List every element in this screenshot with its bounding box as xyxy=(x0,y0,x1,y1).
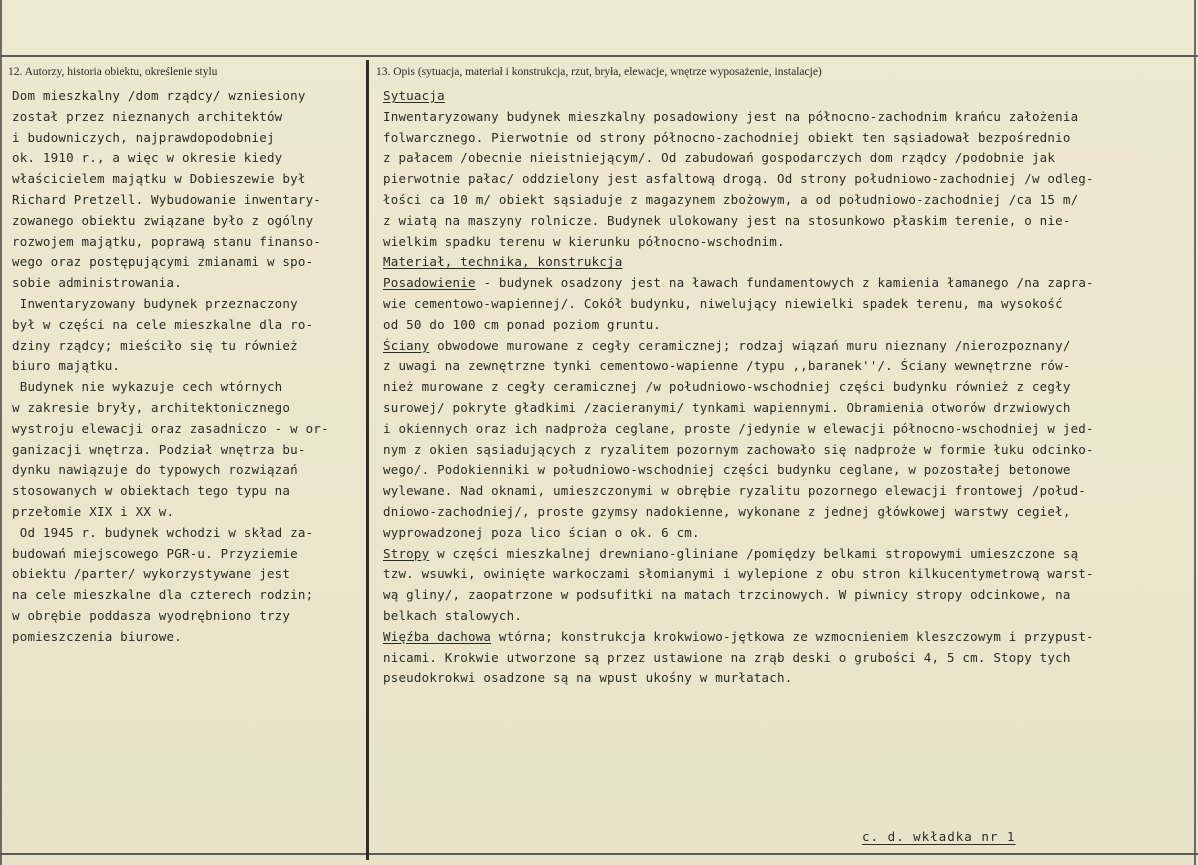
line-text: wyprowadzonej poza lico ścian o ok. 6 cm. xyxy=(383,524,700,540)
column-divider xyxy=(366,60,369,860)
header-divider xyxy=(0,55,1198,57)
description-text-line xyxy=(383,128,1094,149)
line-text: obwodowe murowane z cegły ceramicznej; rodzaj wiązań muru nieznany /nierozpoznany/ xyxy=(429,337,1071,353)
section-heading xyxy=(383,252,1094,273)
description-text-line xyxy=(383,523,1094,544)
description-text-line xyxy=(383,627,1094,648)
line-text: - budynek osadzony jest na ławach fundamentowych z kamienia łamanego /na zapra- xyxy=(475,275,1094,291)
history-text-line: ok. 1910 r., a więc w okresie kiedy xyxy=(12,150,283,166)
section-heading xyxy=(383,86,1094,107)
description-text-line xyxy=(383,377,1094,398)
description-text-line xyxy=(383,460,1094,481)
line-text: nicami. Krokwie utworzone są przez ustawione na zrąb deski o grubości 4, 5 cm. Stopy tych xyxy=(383,649,1071,665)
history-text-line: został przez nieznanych architektów xyxy=(12,108,283,124)
history-text-line: rozwojem majątku, poprawą stanu finanso- xyxy=(12,233,322,249)
history-text-line: przełomie XIX i XX w. xyxy=(12,503,175,519)
history-text-line: wystroju elewacji oraz zasadniczo - w or- xyxy=(12,420,329,436)
left-border xyxy=(0,0,2,865)
history-text-line: obiektu /parter/ wykorzystywane jest xyxy=(12,566,291,582)
history-text-line: pomieszczenia biurowe. xyxy=(12,628,182,644)
description-text-line xyxy=(383,606,1094,627)
line-text: wą gliny/, zaopatrzone w podsufitki na matach trzcinowych. W piwnicy stropy odcinkowe, na xyxy=(383,587,1071,603)
description-text-line xyxy=(383,419,1094,440)
history-text-line: wego oraz postępującymi zmianami w spo- xyxy=(12,254,314,270)
line-text: z wiatą na maszyny rolnicze. Budynek ulokowany jest na stosunkowo płaskim terenie, o nie- xyxy=(383,212,1071,228)
bottom-divider xyxy=(0,853,1198,855)
description-text-line xyxy=(383,481,1094,502)
line-text: dniowo-zachodniej/, proste gzymsy nadokienne, wykonane z jednej główkowej warstwy cegieł, xyxy=(383,503,1071,519)
history-text-line: biuro majątku. xyxy=(12,358,121,374)
line-text: wtórna; konstrukcja krokwiowo-jętkowa ze wzmocnieniem kleszczowym i przypust- xyxy=(491,628,1094,644)
description-text-line xyxy=(383,440,1094,461)
underlined-heading: Posadowienie xyxy=(383,275,476,291)
history-text-line: dziny rządcy; mieściło się tu również xyxy=(12,337,298,353)
underlined-heading: Ściany xyxy=(383,337,430,353)
description-text-line xyxy=(383,232,1094,253)
description-text-line xyxy=(383,315,1094,336)
history-text-line: właścicielem majątku w Dobieszewie był xyxy=(12,171,306,187)
line-text: wie cementowo-wapiennej/. Cokół budynku, niwelujący niewielki spadek terenu, ma wysokość xyxy=(383,295,1063,311)
history-text-line: i budowniczych, najprawdopodobniej xyxy=(12,129,275,145)
description-text-line xyxy=(383,169,1094,190)
history-text-line: ganizacji wnętrza. Podział wnętrza bu- xyxy=(12,441,306,457)
right-border xyxy=(1194,0,1196,865)
description-text-line xyxy=(383,190,1094,211)
description-text-line xyxy=(383,107,1094,128)
section-13-header: 13. Opis (sytuacja, materiał i konstrukcja, rzut, bryła, elewacje, wnętrze wyposażenie, instalacje) xyxy=(376,66,822,78)
line-text: z pałacem /obecnie nieistniejącym/. Od zabudowań gospodarczych dom rządcy /podobnie jak xyxy=(383,150,1056,166)
description-text-line xyxy=(383,273,1094,294)
line-text: w części mieszkalnej drewniano-gliniane /pomiędzy belkami stropowymi umieszczone są xyxy=(429,545,1079,561)
line-text: i okiennych oraz ich nadproża ceglane, proste /jedynie w elewacji północno-wschodniej w jed- xyxy=(383,420,1094,436)
line-text: folwarcznego. Pierwotnie od strony północno-zachodniej obiekt ten sąsiadował bezpośrednio xyxy=(383,129,1071,145)
history-text-line: stosowanych w obiektach tego typu na xyxy=(12,483,291,499)
line-text: wielkim spadku terenu w kierunku północno-wschodnim. xyxy=(383,233,785,249)
history-text-line: Dom mieszkalny /dom rządcy/ wzniesiony xyxy=(12,88,306,103)
description-text-line xyxy=(383,148,1094,169)
continuation-note: c. d. wkładka nr 1 xyxy=(862,829,1016,844)
underlined-heading: Stropy xyxy=(383,545,430,561)
description-text-line xyxy=(383,648,1094,669)
history-text-line: Od 1945 r. budynek wchodzi w skład za- xyxy=(12,524,314,540)
description-text-line xyxy=(383,398,1094,419)
description-text-line xyxy=(383,564,1094,585)
line-text: pseudokrokwi osadzone są na wpust ukośny w murłatach. xyxy=(383,670,793,686)
line-text: wego/. Podokienniki w południowo-wschodniej części budynku ceglane, w pozostałej betonowe xyxy=(383,462,1071,478)
description-text-line xyxy=(383,502,1094,523)
line-text: belkach stalowych. xyxy=(383,607,523,623)
history-text-line: zowanego obiektu związane było z ogólny xyxy=(12,212,314,228)
description-text-line xyxy=(383,294,1094,315)
line-text: łości ca 10 m/ obiekt sąsiaduje z magazynem zbożowym, a od południowo-zachodniej /ca 15 m/ xyxy=(383,191,1079,207)
history-column xyxy=(12,86,329,648)
line-text: nym z okien sąsiadujących z ryzalitem pozornym zachowało się nadproże w formie łuku odcinko- xyxy=(383,441,1094,457)
history-text-line: na cele mieszkalne dla czterech rodzin; xyxy=(12,587,314,603)
description-text-line xyxy=(383,668,1094,689)
description-text-line xyxy=(383,544,1094,565)
description-column xyxy=(383,86,1094,689)
history-text-line: sobie administrowania. xyxy=(12,275,182,291)
underlined-heading: Materiał, technika, konstrukcja xyxy=(383,254,623,270)
description-text-line xyxy=(383,211,1094,232)
section-12-header: 12. Autorzy, historia obiektu, określenie stylu xyxy=(8,66,218,78)
line-text: wylewane. Nad oknami, umieszczonymi w obrębie ryzalitu pozornego elewacji frontowej /połud- xyxy=(383,483,1087,499)
description-text-line xyxy=(383,585,1094,606)
history-text-line: Inwentaryzowany budynek przeznaczony xyxy=(12,295,298,311)
underlined-heading: Więźba dachowa xyxy=(383,628,492,644)
line-text: od 50 do 100 cm ponad poziom gruntu. xyxy=(383,316,662,332)
line-text: tzw. wsuwki, owinięte warkoczami słomianymi i wylepione z obu stron kilkucentymetrową warst- xyxy=(383,566,1094,582)
history-text-line: w zakresie bryły, architektonicznego xyxy=(12,399,291,415)
line-text: z uwagi na zewnętrzne tynki cementowo-wapienne /typu ,,baranek''/. Ściany wewnętrzne rów- xyxy=(383,358,1071,374)
description-text-line xyxy=(383,356,1094,377)
history-text-line: Budynek nie wykazuje cech wtórnych xyxy=(12,379,283,395)
history-text-line: w obrębie poddasza wyodrębniono trzy xyxy=(12,607,291,623)
description-text-line xyxy=(383,336,1094,357)
history-text-line: budowań miejscowego PGR-u. Przyziemie xyxy=(12,545,298,561)
underlined-heading: Sytuacja xyxy=(383,88,445,103)
history-text-line: był w części na cele mieszkalne dla ro- xyxy=(12,316,314,332)
line-text: nież murowane z cegły ceramicznej /w południowo-wschodniej części budynku również z cegły xyxy=(383,379,1071,395)
history-text-line: dynku nawiązuje do typowych rozwiązań xyxy=(12,462,298,478)
line-text: pierwotnie pałac/ oddzielony jest asfaltową drogą. Od strony południowo-zachodniej /w odleg- xyxy=(383,171,1094,187)
history-text-line: Richard Pretzell. Wybudowanie inwentary- xyxy=(12,191,322,207)
line-text: Inwentaryzowany budynek mieszkalny posadowiony jest na północno-zachodnim krańcu założenia xyxy=(383,108,1079,124)
line-text: surowej/ pokryte gładkimi /zacieranymi/ tynkami wapiennymi. Obramienia otworów drzwiowych xyxy=(383,399,1071,415)
